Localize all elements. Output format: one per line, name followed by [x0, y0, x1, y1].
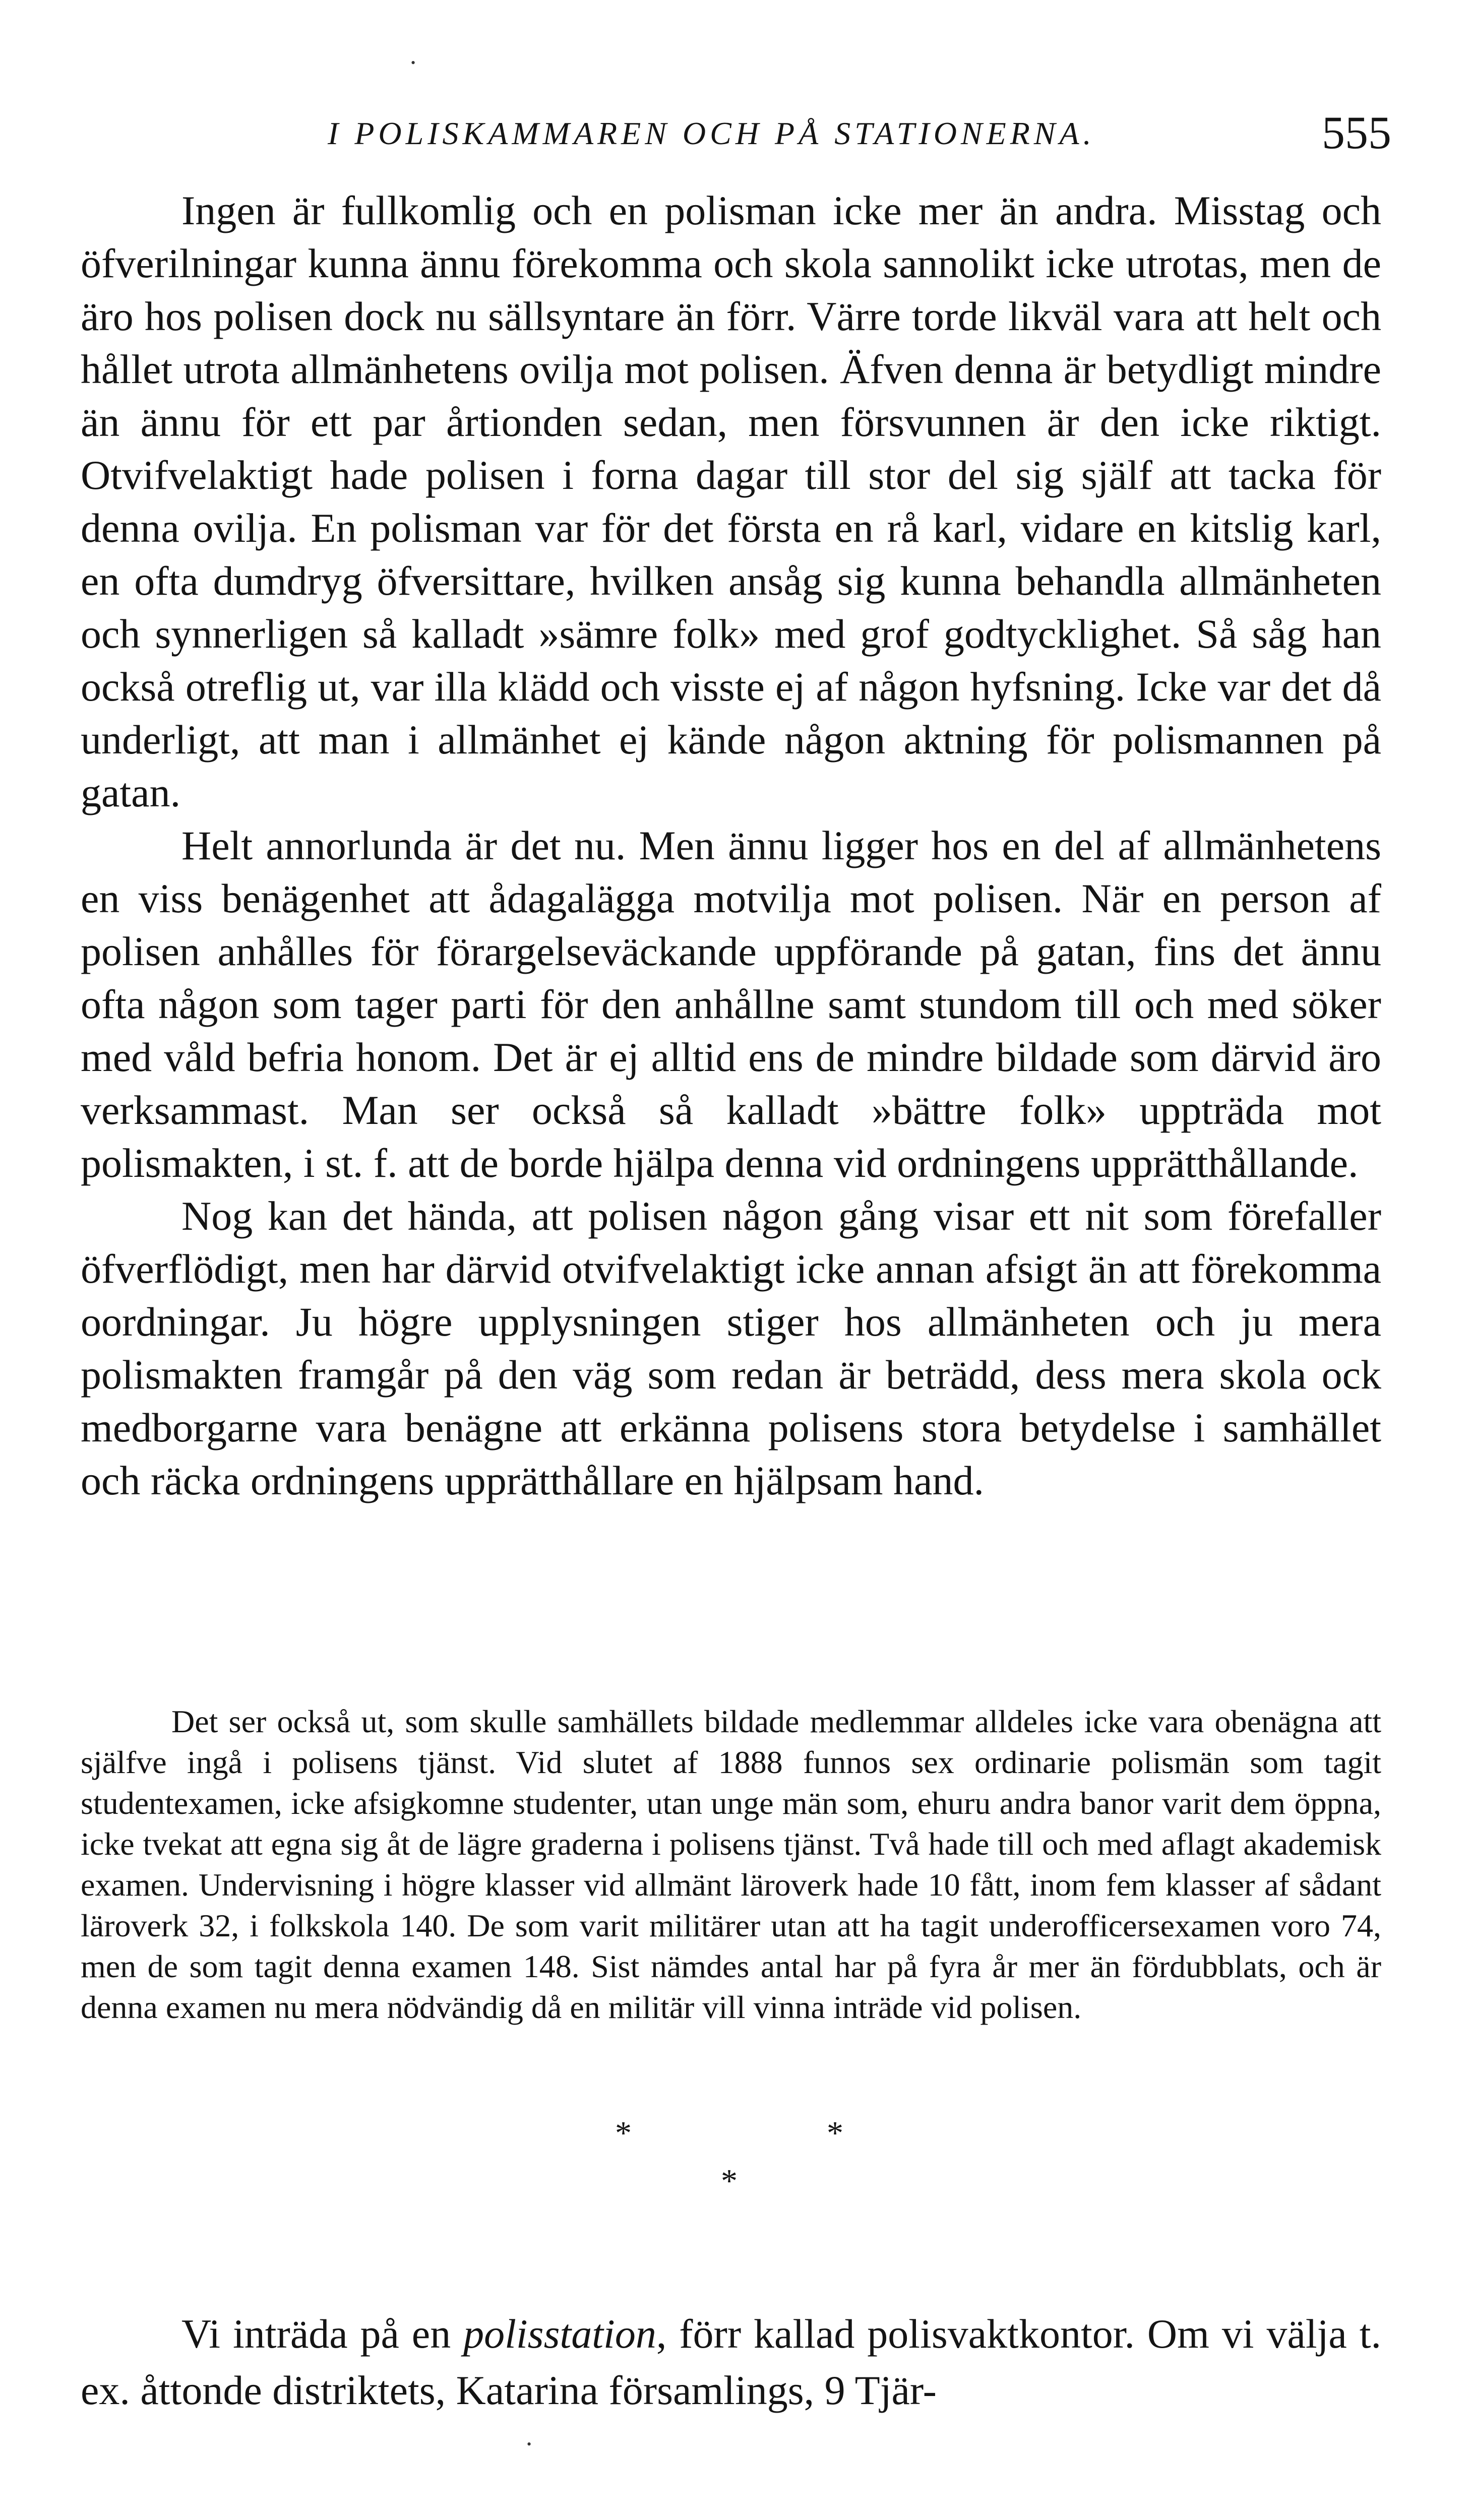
- paragraph-3: Nog kan det hända, att polisen någon gång visar ett nit som förefaller öfverflödigt, men har därvid otvifvelaktigt icke annan afsigt än att förekomma oordningar. Ju högre upplysningen stiger hos allmänheten och ju mera polismakten framgår på den väg som redan är beträdd, dess mera skola ock medborgarne vara benägne att erkänna polisens stora betydelse i samhället och räcka ordningens upprätthållare en hjälpsam hand.: [81, 1193, 1381, 1503]
- asterisk-right: *: [827, 2115, 843, 2152]
- page-header: [328, 106, 1391, 171]
- running-head: I POLISKAMMAREN OCH PÅ STATIONERNA.: [328, 115, 1095, 151]
- emphasized-term: polisstation: [463, 2311, 656, 2357]
- main-text: [81, 184, 1381, 1507]
- paragraph-1: Ingen är fullkomlig och en polisman icke mer än andra. Misstag och öfverilningar kunna ännu förekomma och skola sannolikt icke utrotas, men de äro hos polisen dock nu sällsyntare än förr. Värre torde likväl vara att helt och hållet utrota allmänhetens ovilja mot polisen. Äfven denna är betydligt mindre än ännu för ett par årtionden sedan, men försvunnen är den icke riktigt. Otvifvelaktigt hade polisen i forna dagar till stor del sig själf att tacka för denna ovilja. En polisman var för det första en rå karl, vidare en kitslig karl, en ofta dumdryg öfversittare, hvilken ansåg sig kunna behandla allmänheten och synnerligen så kalladt »sämre folk» med grof godtycklighet. Så såg han också otreflig ut, var illa klädd och visste ej af någon hyfsning. Icke var det då underligt, att man i allmänhet ej kände någon aktning för polismannen på gatan.: [81, 187, 1381, 815]
- paragraph-2: Helt annorlunda är det nu. Men ännu ligger hos en del af allmänhetens en viss benägenhet att ådagalägga motvilja mot polisen. När en person af polisen anhålles för förargelseväckande uppförande på gatan, fins det ännu ofta någon som tager parti för den anhållne samt stundom till och med söker med våld befria honom. Det är ej alltid ens de mindre bildade som därvid äro verksammast. Man ser också så kalladt »bättre folk» uppträda mot polismakten, i st. f. att de borde hjälpa denna vid ordningens upprätthållande.: [81, 823, 1381, 1186]
- page-number: 555: [1322, 107, 1391, 158]
- section-separator: [555, 2114, 917, 2215]
- new-section-paragraph: [81, 2306, 1381, 2419]
- asterisk-left: *: [615, 2115, 632, 2152]
- new-section: [81, 2306, 1381, 2419]
- print-speck: •: [527, 2437, 532, 2451]
- new-section-text-start: Vi inträda på en: [181, 2311, 464, 2357]
- asterisk-bottom: *: [721, 2163, 738, 2199]
- footnote: [81, 1701, 1381, 2028]
- new-section-text-end: , förr kallad polisvaktkontor. Om vi välja t. ex. åttonde distriktets, Katarina församlings, 9 Tjär-: [81, 2311, 1382, 2413]
- footnote-text: Det ser också ut, som skulle samhällets bildade medlemmar alldeles icke vara obenägna att själfve ingå i polisens tjänst. Vid slutet af 1888 funnos sex ordinarie polismän som tagit studentexamen, icke afsigkomne studenter, utan unge män som, ehuru andra banor varit dem öppna, icke tvekat att egna sig åt de lägre graderna i polisens tjänst. Två hade till och med aflagt akademisk examen. Undervisning i högre klasser vid allmänt läroverk hade 10 fått, inom fem klasser af sådant läroverk 32, i folkskola 140. De som varit militärer utan att ha tagit underofficersexamen voro 74, men de som tagit denna examen 148. Sist nämdes antal har på fyra år mer än fördubblats, och är denna examen nu mera nödvändig då en militär vill vinna inträde vid polisen.: [81, 1704, 1381, 2025]
- print-speck: •: [411, 55, 416, 70]
